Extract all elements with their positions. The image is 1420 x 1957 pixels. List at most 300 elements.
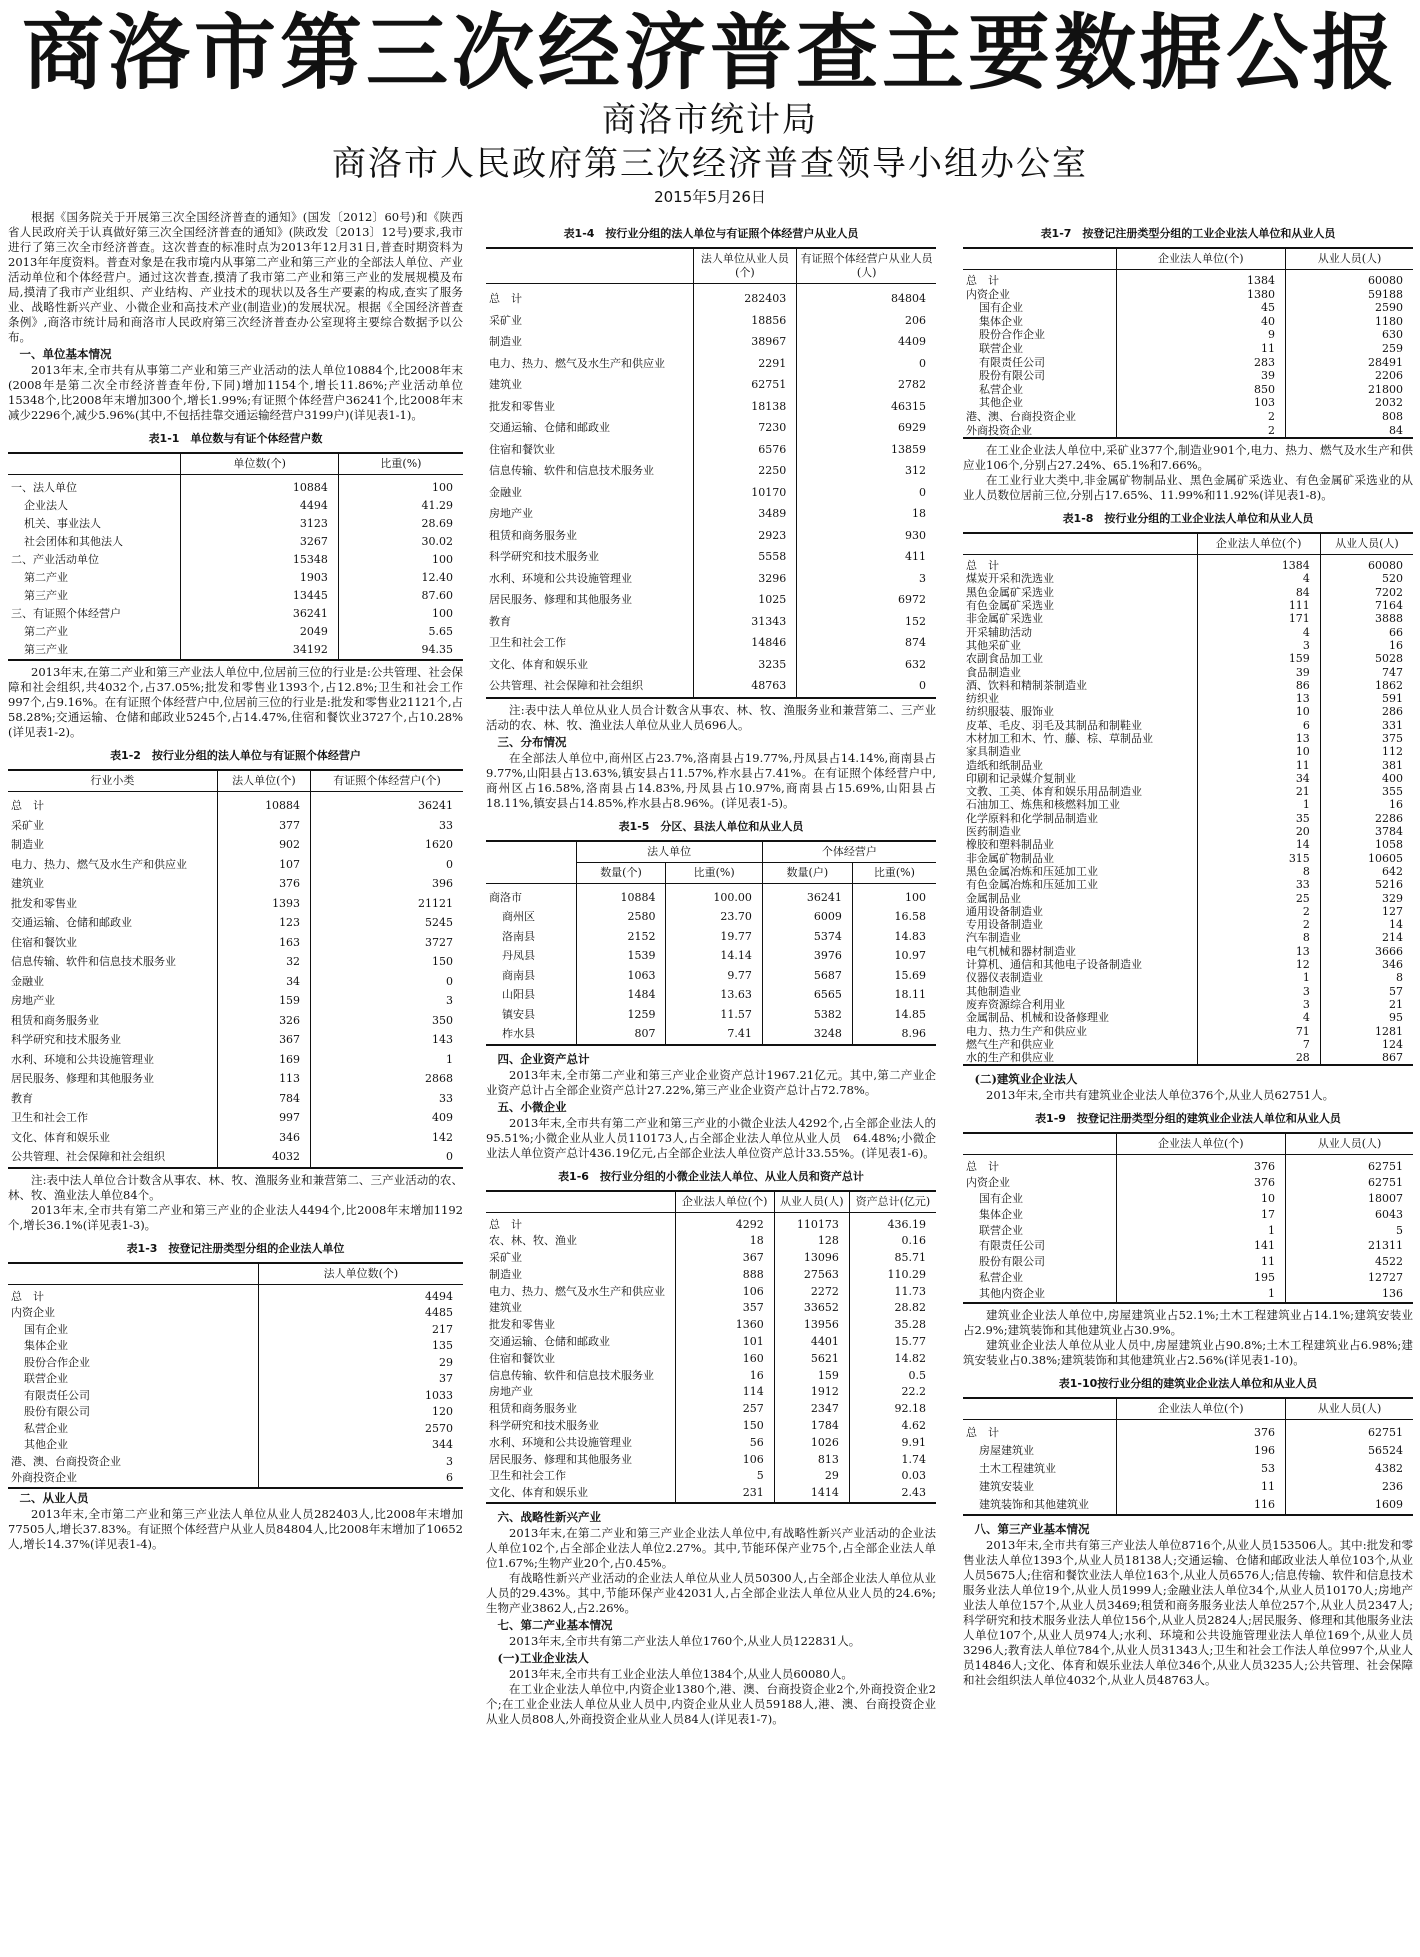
table-row	[8, 1404, 463, 1421]
cell-value: 259	[1382, 341, 1403, 355]
row-label: 其他企业	[963, 396, 1116, 410]
cell-value: 171	[1197, 612, 1320, 625]
cell-value: 13096	[774, 1250, 849, 1267]
cell-value: 3	[1197, 998, 1320, 1011]
cell-value: 5374	[762, 927, 852, 947]
cell-value: 14	[1197, 838, 1320, 851]
row-label: 租赁和商务服务业	[486, 525, 693, 547]
cell-value: 2868	[425, 1072, 453, 1085]
cell-value: 4	[1197, 572, 1320, 585]
cell-value: 376	[1116, 1155, 1286, 1175]
table-row	[963, 971, 1413, 984]
cell-value: 1180	[1375, 314, 1403, 328]
table-row	[963, 745, 1413, 758]
table-row	[963, 892, 1413, 905]
table-row	[8, 874, 463, 894]
cell-value: 1414	[774, 1485, 849, 1503]
row-label: 采矿业	[486, 1250, 675, 1267]
table-row	[963, 572, 1413, 585]
cell-value: 312	[905, 464, 926, 477]
table-row	[8, 515, 463, 533]
cell-value: 396	[432, 877, 453, 890]
cell-value: 128	[774, 1233, 849, 1250]
row-label: 建筑业	[486, 1300, 675, 1317]
table-row	[963, 383, 1413, 397]
row-label: 信息传输、软件和信息技术服务业	[8, 952, 217, 972]
table-row	[963, 424, 1413, 439]
cell-value: 84	[1389, 423, 1403, 437]
paragraph: 在工业企业法人单位中,采矿业377个,制造业901个,电力、热力、燃气及水生产和供应业106个,分别占27.24%、65.1%和7.66%。	[963, 443, 1413, 473]
cell-value: 4409	[898, 335, 926, 348]
cell-value: 160	[675, 1351, 774, 1368]
cell-value: 0.03	[901, 1469, 926, 1483]
table-row	[486, 966, 936, 986]
section-heading: 四、企业资产总计	[497, 1051, 590, 1066]
cell-value: 1.74	[901, 1452, 926, 1466]
row-label: 国有企业	[963, 301, 1116, 315]
table-row	[8, 816, 463, 836]
table-row	[963, 555, 1413, 573]
row-label: 港、澳、台商投资企业	[963, 410, 1116, 424]
cell-value: 409	[432, 1111, 453, 1124]
cell-value: 29	[774, 1468, 849, 1485]
row-label: 采矿业	[8, 816, 217, 836]
table-row	[963, 1460, 1413, 1478]
cell-value: 7230	[693, 417, 797, 439]
table-row	[486, 1351, 936, 1368]
row-label: 有限责任公司	[963, 1238, 1116, 1254]
cell-value: 100	[432, 553, 453, 566]
cell-value: 0	[446, 974, 453, 988]
row-label: 石油加工、炼焦和核燃料加工业	[963, 798, 1197, 811]
row-label: 商南县	[486, 966, 576, 986]
row-label: 住宿和餐饮业	[486, 1351, 675, 1368]
cell-value: 2272	[774, 1284, 849, 1301]
cell-value: 2286	[1375, 811, 1403, 825]
table-row	[8, 1388, 463, 1405]
row-label: 柞水县	[486, 1024, 576, 1045]
subsection-heading: (一)工业企业法人	[497, 1651, 589, 1666]
table-row	[963, 396, 1413, 410]
cell-value: 784	[217, 1089, 310, 1109]
cell-value: 632	[905, 657, 926, 671]
row-label: 总 计	[963, 1419, 1116, 1442]
table-row	[8, 855, 463, 875]
row-label: 建筑业	[8, 874, 217, 894]
row-label: 联营企业	[963, 342, 1116, 356]
cell-value: 159	[1197, 652, 1320, 665]
cell-value: 53	[1116, 1460, 1286, 1478]
table-row	[8, 1089, 463, 1109]
cell-value: 39	[1197, 666, 1320, 679]
cell-value: 3489	[693, 503, 797, 525]
row-label: 外商投资企业	[963, 424, 1116, 439]
cell-value: 34	[217, 972, 310, 992]
table-caption: 表1-4 按行业分组的法人单位与有证照个体经营户从业人员	[563, 227, 859, 240]
row-label: 造纸和纸制品业	[963, 759, 1197, 772]
cell-value: 2347	[774, 1401, 849, 1418]
cell-value: 1026	[774, 1435, 849, 1452]
cell-value: 4.62	[901, 1419, 926, 1433]
row-label: 商洛市	[486, 883, 576, 907]
cell-value: 2	[1116, 424, 1286, 439]
cell-value: 10884	[181, 475, 339, 498]
cell-value: 27563	[774, 1267, 849, 1284]
cell-value: 66	[1389, 625, 1403, 639]
table-row	[963, 1051, 1413, 1065]
section-heading: 一、单位基本情况	[19, 347, 112, 361]
row-label: 金属制品、机械和设备修理业	[963, 1011, 1197, 1024]
cell-value: 850	[1116, 383, 1286, 397]
row-label: 商州区	[486, 907, 576, 927]
row-label: 木材加工和木、竹、藤、棕、草制品业	[963, 732, 1197, 745]
paragraph: 建筑业企业法人单位从业人员中,房屋建筑业占90.8%;土木工程建筑业占6.98%;建筑安装业占0.38%;建筑装饰和其他建筑业占2.56%(详见表1-10)。	[963, 1337, 1413, 1367]
cell-value: 40	[1116, 315, 1286, 329]
row-label: 港、澳、台商投资企业	[8, 1454, 258, 1471]
cell-value: 150	[432, 955, 453, 968]
table-row	[486, 482, 936, 504]
table-row	[963, 599, 1413, 612]
row-label: 总 计	[963, 270, 1116, 288]
cell-value: 62751	[693, 374, 797, 396]
cell-value: 11	[1197, 759, 1320, 772]
cell-value: 3666	[1375, 944, 1403, 958]
row-label: 信息传输、软件和信息技术服务业	[486, 1368, 675, 1385]
column-2	[486, 210, 936, 1727]
table-row	[8, 933, 463, 953]
cell-value: 56	[675, 1435, 774, 1452]
paragraph: 有战略性新兴产业活动的企业法人单位从业人员50300人,占全部企业法人单位从业人员的29.43%。其中,节能环保产业42031人,占全部企业法人单位从业人员的24.6%;生物产业3862人,占2.26%。	[486, 1571, 936, 1616]
paragraph: 2013年末,全市第二产业和第三产业企业资产总计1967.21亿元。其中,第二产业企业资产总计占全部企业资产总计27.22%,第三产业企业资产总计占72.78%。	[486, 1067, 936, 1097]
table-row	[963, 356, 1413, 370]
cell-value: 159	[217, 991, 310, 1011]
table-body	[963, 1419, 1413, 1515]
row-label: 交通运输、仓储和邮政业	[486, 1334, 675, 1351]
table-caption: 表1-10按行业分组的建筑业企业法人单位和从业人员	[1058, 1376, 1318, 1390]
cell-value: 136	[1382, 1286, 1403, 1300]
table-1-7: 企业法人单位(个) 从业人员(人) 总 计 1384 60080 内资企业 1380 59188 国有企业 45 2590 集体企业 40 1180 股份合作企业 9 630 联营企业 11 259 有限责任公司 283 28491 股份有限公司 39 2206 私营企业 850 21800 其他企业 103 2032 港、澳、台商投资企业 2 808 外商投资企业 2 84	[963, 247, 1413, 439]
cell-value: 6972	[898, 593, 926, 606]
row-label: 社会团体和其他法人	[8, 533, 181, 551]
cell-value: 2923	[693, 525, 797, 547]
row-label: 煤炭开采和洗选业	[963, 572, 1197, 585]
row-label: 橡胶和塑料制品业	[963, 838, 1197, 851]
row-label: 酒、饮料和精制茶制造业	[963, 679, 1197, 692]
cell-value: 35.28	[894, 1318, 926, 1332]
row-label: 电力、热力、燃气及水生产和供应业	[486, 353, 693, 375]
cell-value: 38967	[693, 331, 797, 353]
row-label: 汽车制造业	[963, 931, 1197, 944]
cell-value: 11	[1116, 342, 1286, 356]
cell-value: 5	[675, 1468, 774, 1485]
cell-value: 14.14	[666, 946, 762, 966]
table-row	[963, 1038, 1413, 1051]
row-label: 有限责任公司	[963, 356, 1116, 370]
cell-value: 112	[1382, 745, 1403, 759]
cell-value: 100	[432, 481, 453, 494]
cell-value: 4522	[1375, 1255, 1403, 1269]
table-row	[486, 985, 936, 1005]
table-row	[963, 612, 1413, 625]
row-label: 山阳县	[486, 985, 576, 1005]
cell-value: 21800	[1368, 382, 1403, 396]
row-label: 纺织服装、服饰业	[963, 705, 1197, 718]
row-label: 其他制造业	[963, 985, 1197, 998]
table-row	[8, 623, 463, 641]
cell-value: 8	[1197, 865, 1320, 878]
table-caption: 表1-8 按行业分组的工业企业法人单位和从业人员	[1062, 512, 1314, 526]
section-heading: 六、战略性新兴产业	[497, 1510, 601, 1525]
cell-value: 36241	[181, 605, 339, 623]
cell-value: 9.77	[666, 966, 762, 986]
table-row	[963, 1011, 1413, 1024]
cell-value: 376	[217, 874, 310, 894]
cell-value: 19.77	[666, 927, 762, 947]
row-label: 内资企业	[963, 288, 1116, 302]
table-row	[963, 998, 1413, 1011]
table-row	[8, 569, 463, 587]
cell-value: 520	[1382, 572, 1403, 586]
cell-value: 94.35	[421, 643, 453, 656]
cell-value: 15.77	[894, 1335, 926, 1349]
cell-value: 6009	[762, 907, 852, 927]
table-1-1: 单位数(个) 比重(%) 一、法人单位 10884 100 企业法人 4494 41.29 机关、事业法人 3123 28.69 社会团体和其他法人 3267 30.02 二、产业活动单位 15348 100 第二产业 1903 12.40 第三产业 13445 87.60 三、有证照个体经营户 36241 100 第二产业 2049 5.65 第三产业 34192 94.35	[8, 452, 463, 661]
row-label: 医药制造业	[963, 825, 1197, 838]
table-row	[8, 587, 463, 605]
cell-value: 0.16	[901, 1234, 926, 1248]
table-row	[486, 907, 936, 927]
table-body	[963, 555, 1413, 1066]
paragraph: 2013年末,全市第二产业和第三产业法人单位从业人员282403人,比2008年末增加77505人,增长37.83%。有证照个体经营户从业人员84804人,比2008年末增加了10652人,增长14.37%(详见表1-4)。	[8, 1506, 463, 1551]
table-row	[486, 1485, 936, 1503]
table-caption: 表1-2 按行业分组的法人单位与有证照个体经营户	[110, 749, 361, 762]
cell-value: 1360	[675, 1317, 774, 1334]
cell-value: 100	[432, 607, 453, 620]
table-row	[486, 503, 936, 525]
cell-value: 169	[217, 1050, 310, 1070]
cell-value: 2782	[898, 378, 926, 391]
cell-value: 113	[217, 1069, 310, 1089]
table-row	[963, 301, 1413, 315]
table-row	[486, 546, 936, 568]
issuer-statistics-bureau: 商洛市统计局	[602, 100, 818, 140]
cell-value: 813	[774, 1452, 849, 1469]
cell-value: 1	[1116, 1286, 1286, 1303]
cell-value: 3235	[693, 654, 797, 676]
cell-value: 62751	[1368, 1425, 1403, 1439]
table-row	[486, 353, 936, 375]
table-row	[8, 1147, 463, 1168]
row-label: 科学研究和技术服务业	[8, 1030, 217, 1050]
cell-value: 7	[1197, 1038, 1320, 1051]
row-label: 文化、体育和娱乐业	[486, 654, 693, 676]
cell-value: 106	[675, 1452, 774, 1469]
cell-value: 124	[1382, 1037, 1403, 1051]
row-label: 总 计	[8, 792, 217, 816]
paragraph: 2013年末,全市共有第二产业和第三产业的企业法人4494个,比2008年末增加1192个,增长36.1%(详见表1-3)。	[8, 1202, 463, 1232]
row-label: 农、林、牧、渔业	[486, 1233, 675, 1250]
cell-value: 591	[1382, 692, 1403, 706]
cell-value: 15.69	[894, 968, 926, 982]
cell-value: 344	[432, 1438, 453, 1451]
table-1-9: 企业法人单位(个) 从业人员(人) 总 计 376 62751 内资企业 376 62751 国有企业 10 18007 集体企业 17 6043 联营企业 1 5 有限责任公司 141 21311 股份有限公司 11 4522 私营企业 195 12727 其他内资企业 1 136	[963, 1132, 1413, 1303]
cell-value: 6043	[1375, 1207, 1403, 1221]
page-title: 商洛市第三次经济普查主要数据公报	[21, 6, 1398, 101]
cell-value: 1912	[774, 1384, 849, 1401]
cell-value: 1281	[1375, 1024, 1403, 1038]
row-label: 总 计	[486, 284, 693, 310]
table-1-5: 法人单位 个体经营户 数量(个) 比重(%) 数量(户) 比重(%) 商洛市 10884 100.00 36241 100 商州区 2580 23.70 6009 16.58 洛南县 2152 19.77 5374 14.83 丹凤县 1539 14.14 3976 10.97 商南县 1063 9.77 5687 15.69 山阳县 1484 13.63 6565 18.11 镇安县 1259 11.57 5382 14.85 柞水县 807 7.41 3248 8.96	[486, 840, 936, 1046]
cell-value: 1609	[1375, 1497, 1403, 1511]
row-label: 租赁和商务服务业	[486, 1401, 675, 1418]
cell-value: 71	[1197, 1025, 1320, 1038]
table-row	[963, 369, 1413, 383]
cell-value: 21	[1197, 785, 1320, 798]
cell-value: 10	[1197, 745, 1320, 758]
table-row	[8, 1030, 463, 1050]
cell-value: 18.11	[894, 988, 926, 1001]
cell-value: 11.73	[894, 1284, 926, 1298]
cell-value: 12	[1197, 958, 1320, 971]
table-row	[486, 1435, 936, 1452]
cell-value: 56524	[1368, 1443, 1403, 1457]
table-row	[486, 1334, 936, 1351]
row-label: 国有企业	[8, 1322, 258, 1339]
cell-value: 5558	[693, 546, 797, 568]
cell-value: 2	[1197, 918, 1320, 931]
cell-value: 4401	[774, 1334, 849, 1351]
row-label: 其他企业	[8, 1437, 258, 1454]
cell-value: 37	[439, 1372, 453, 1385]
table-1-10: 企业法人单位(个) 从业人员(人) 总 计 376 62751 房屋建筑业 196 56524 土木工程建筑业 53 4382 建筑安装业 11 236 建筑装饰和其他建筑业 116 1609	[963, 1397, 1413, 1516]
cell-value: 21311	[1368, 1239, 1403, 1253]
table-row	[486, 1024, 936, 1045]
cell-value: 59188	[1368, 287, 1403, 301]
section-heading: 八、第三产业基本情况	[974, 1521, 1090, 1536]
table-row	[963, 410, 1413, 424]
row-label: 其他内资企业	[963, 1286, 1116, 1303]
cell-value: 6929	[898, 421, 926, 434]
cell-value: 10.97	[894, 949, 926, 962]
cell-value: 1	[446, 1052, 453, 1066]
cell-value: 4	[1197, 626, 1320, 639]
row-label: 印刷和记录媒介复制业	[963, 772, 1197, 785]
cell-value: 3	[919, 571, 926, 585]
cell-value: 2250	[693, 460, 797, 482]
cell-value: 2291	[693, 353, 797, 375]
paragraph: 2013年末,全市共有第二产业和第三产业的小微企业法人4292个,占全部企业法人的95.51%;小微企业从业人员110173人,占全部企业法人单位从业人员 64.48%;小微企业法人单位资产总计436.19亿元,占全部企业法人单位资产总计33.55%。(详见表1-6)。	[486, 1115, 936, 1160]
cell-value: 4	[1197, 1011, 1320, 1024]
table-row	[963, 328, 1413, 342]
cell-value: 106	[675, 1284, 774, 1301]
row-label: 交通运输、仓储和邮政业	[486, 417, 693, 439]
cell-value: 57	[1389, 984, 1403, 998]
table-row	[963, 719, 1413, 732]
row-label: 房地产业	[8, 991, 217, 1011]
row-label: 第二产业	[8, 569, 181, 587]
cell-value: 1384	[1116, 270, 1286, 288]
table-row	[486, 1250, 936, 1267]
table-row	[486, 1384, 936, 1401]
cell-value: 1903	[181, 569, 339, 587]
cell-value: 642	[1382, 864, 1403, 878]
cell-value: 100	[905, 890, 926, 904]
cell-value: 10605	[1368, 851, 1403, 865]
table-row	[963, 639, 1413, 652]
cell-value: 1063	[576, 966, 666, 986]
cell-value: 377	[217, 816, 310, 836]
paragraph: 在工业行业大类中,非金属矿物制品业、黑色金属矿采选业、有色金属矿采选业的从业人员数位居前三位,分别占17.65%、11.99%和11.92%(详见表1-8)。	[963, 473, 1413, 503]
cell-value: 4382	[1375, 1461, 1403, 1475]
table-caption: 表1-7 按登记注册类型分组的工业企业法人单位和从业人员	[1040, 227, 1336, 240]
cell-value: 10	[1116, 1191, 1286, 1207]
table-row	[963, 586, 1413, 599]
cell-value: 9.91	[901, 1435, 926, 1449]
table-row	[963, 732, 1413, 745]
row-label: 科学研究和技术服务业	[486, 546, 693, 568]
row-label: 文教、工美、体育和娱乐用品制造业	[963, 785, 1197, 798]
table-1-2: 行业小类 法人单位(个) 有证照个体经营户(个) 总 计 10884 36241 采矿业 377 33 制造业 902 1620 电力、热力、燃气及水生产和供应业 107 0 建筑业 376 396 批发和零售业 1393 21121 交通运输、仓储和邮政业 123 5245 住宿和餐饮业 163 3727 信息传输、软件和信息技术服务业 32 150 金融业 34 0 房地产业 159 3 租赁和商务服务业 326 350 科学研究和技术服务业 367 143 水利、环境和公共设施管理业 169 1 居民服务、修理和其他服务业 113 2868 教育 784 33 卫生和社会工作 997 409 文化、体育和娱乐业 346 142 公共管理、社会保障和社会组织 4032 0	[8, 769, 463, 1169]
cell-value: 5621	[774, 1351, 849, 1368]
table-1-3: 法人单位数(个) 总 计 4494 内资企业 4485 国有企业 217 集体企业 135 股份合作企业 29 联营企业 37 有限责任公司 1033 股份有限公司 120 私营企业 2570 其他企业 344 港、澳、台商投资企业 3 外商投资企业 6	[8, 1262, 463, 1489]
row-label: 教育	[8, 1089, 217, 1109]
table-row	[486, 1368, 936, 1385]
table-row	[963, 1238, 1413, 1254]
cell-value: 11.57	[666, 1005, 762, 1025]
row-label: 企业法人	[8, 497, 181, 515]
table-row	[963, 626, 1413, 639]
cell-value: 10884	[576, 883, 666, 907]
cell-value: 86	[1197, 679, 1320, 692]
cell-value: 808	[1382, 409, 1403, 423]
cell-value: 28491	[1368, 355, 1403, 369]
cell-value: 0	[919, 356, 926, 370]
table-row	[8, 1322, 463, 1339]
table-row	[486, 675, 936, 698]
table-row	[8, 1050, 463, 1070]
row-label: 开采辅助活动	[963, 626, 1197, 639]
cell-value: 60080	[1368, 274, 1403, 287]
row-label: 食品制造业	[963, 666, 1197, 679]
table-row	[486, 632, 936, 654]
row-label: 金融业	[8, 972, 217, 992]
row-label: 黑色金属冶炼和压延加工业	[963, 865, 1197, 878]
table-row	[963, 812, 1413, 825]
table-row	[8, 1305, 463, 1322]
subsection-heading: (二)建筑业企业法人	[974, 1072, 1078, 1087]
cell-value: 1784	[774, 1418, 849, 1435]
table-row	[8, 497, 463, 515]
cell-value: 3123	[181, 515, 339, 533]
row-label: 有限责任公司	[8, 1388, 258, 1405]
table-body	[963, 1155, 1413, 1303]
row-label: 集体企业	[963, 1207, 1116, 1223]
table-row	[486, 1418, 936, 1435]
table-caption: 表1-6 按行业分组的小微企业法人单位、从业人员和资产总计	[558, 1169, 864, 1183]
cell-value: 2032	[1375, 396, 1403, 410]
cell-value: 997	[217, 1108, 310, 1128]
row-label: 制造业	[486, 331, 693, 353]
table-1-8: 企业法人单位(个) 从业人员(人) 总 计 1384 60080 煤炭开采和洗选业 4 520 黑色金属矿采选业 84 7202 有色金属矿采选业 111 7164 非金属矿采选业 171 3888 开采辅助活动 4 66 其他采矿业 3 16 农副食品加工业 159 5028 食品制造业 39 747 酒、饮料和精制茶制造业 86 1862 纺织业 13 591 纺织服装、服饰业 10 286 皮革、毛皮、羽毛及其制品和制鞋业 6 331 木材加工和木、竹、藤、棕、草制品业 13 375 家具制造业 10 112 造纸和纸制品业 11 381 印刷和记录媒介复制业 34 400 文教、工美、体育和娱乐用品制造业 21 355 石油加工、炼焦和核燃料加工业 1 16 化学原料和化学制品制造业 35 2286 医药制造业 20 3784 橡胶和塑料制品业 14 1058 非金属矿物制品业 315 10605 黑色金属冶炼和压延加工业 8 642 有色金属冶炼和压延加工业 33 5216 金属制品业 25 329 通用设备制造业 2 127 专用设备制造业 2 14 汽车制造业 8 214 电气机械和器材制造业 13 3666 计算机、通信和其他电子设备制造业 12 346 仪器仪表制造业 1 8 其他制造业 3 57 废弃资源综合利用业 3 21 金属制品、机械和设备修理业 4 95 电力、热力生产和供应业 71 1281 燃气生产和供应业 7 124 水的生产和供应业 28 867	[963, 532, 1413, 1066]
cell-value: 14.82	[894, 1351, 926, 1365]
cell-value: 376	[1116, 1175, 1286, 1191]
table-row	[486, 1317, 936, 1334]
cell-value: 3248	[762, 1024, 852, 1045]
cell-value: 15348	[181, 551, 339, 569]
row-label: 卫生和社会工作	[8, 1108, 217, 1128]
row-label: 信息传输、软件和信息技术服务业	[486, 460, 693, 482]
cell-value: 33	[439, 1091, 453, 1105]
